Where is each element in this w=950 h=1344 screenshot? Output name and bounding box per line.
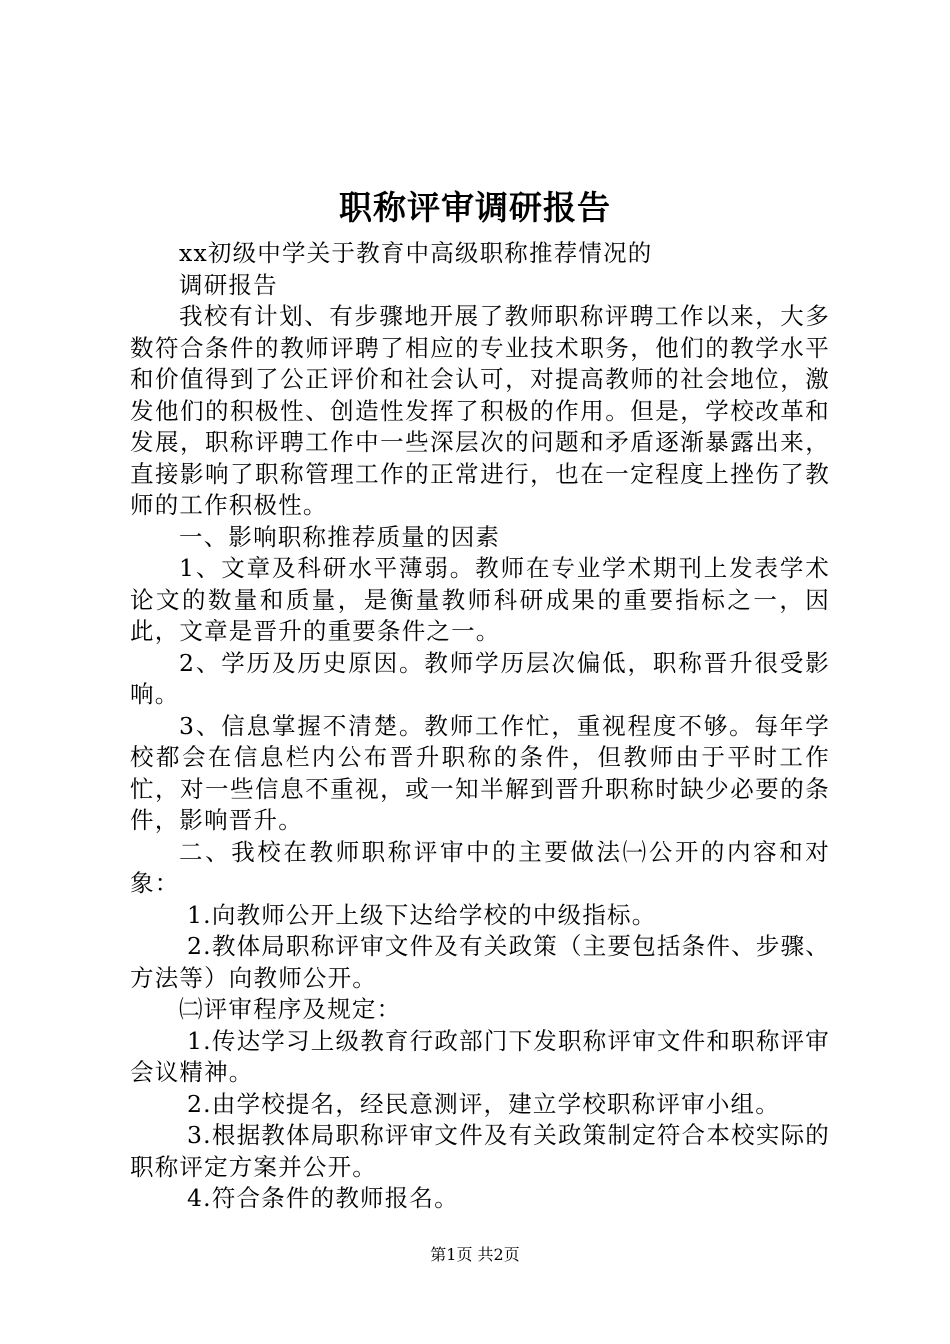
subtitle-line-1: xx初级中学关于教育中高级职称推荐情况的 xyxy=(179,239,653,267)
intro-paragraph: 我校有计划、有步骤地开展了教师职称评聘工作以来，大多数符合条件的教师评聘了相应的专业技术职务，他们的教学水平和价值得到了公正评价和社会认可，对提高教师的社会地位，激发他们的积极性、创造性发挥了积极的作用。但是，学校改革和发展，职称评聘工作中一些深层次的问题和矛盾逐渐暴露出来，直接影响了职称管理工作的正常进行，也在一定程度上挫伤了教师的工作积极性。 xyxy=(130,302,830,519)
list-item-procedure-4: 4.符合条件的教师报名。 xyxy=(187,1184,459,1212)
factor-paragraph-3: 3、信息掌握不清楚。教师工作忙，重视程度不够。每年学校都会在信息栏内公布晋升职称的条件，但教师由于平时工作忙，对一些信息不重视，或一知半解到晋升职称时缺少必要的条件，影响晋升。 xyxy=(130,711,830,834)
list-item-procedure-2: 2.由学校提名，经民意测评，建立学校职称评审小组。 xyxy=(187,1089,780,1118)
document-title: 职称评审调研报告 xyxy=(339,188,611,227)
list-item-open-1: 1.向教师公开上级下达给学校的中级指标。 xyxy=(187,900,657,929)
document-body xyxy=(130,238,830,1215)
subsection-heading-procedure: ㈡评审程序及规定： xyxy=(179,995,402,1023)
list-item-open-2: 2.教体局职称评审文件及有关政策（主要包括条件、步骤、方法等）向教师公开。 xyxy=(130,932,830,992)
factor-paragraph-2: 2、学历及历史原因。教师学历层次偏低，职称晋升很受影响。 xyxy=(130,648,830,708)
factor-paragraph-1: 1、文章及科研水平薄弱。教师在专业学术期刊上发表学术论文的数量和质量，是衡量教师科研成果的重要指标之一，因此，文章是晋升的重要条件之一。 xyxy=(130,554,830,645)
list-item-procedure-1: 1.传达学习上级教育行政部门下发职称评审文件和职称评审会议精神。 xyxy=(130,1026,830,1086)
list-item-procedure-3: 3.根据教体局职称评审文件及有关政策制定符合本校实际的职称评定方案并公开。 xyxy=(130,1121,830,1181)
section-heading-1: 一、影响职称推荐质量的因素 xyxy=(179,522,501,551)
page-footer: 第1页 共2页 xyxy=(430,1245,520,1264)
section-heading-2: 二、我校在教师职称评审中的主要做法㈠公开的内容和对象： xyxy=(130,837,830,897)
subtitle-line-2: 调研报告 xyxy=(179,270,278,299)
